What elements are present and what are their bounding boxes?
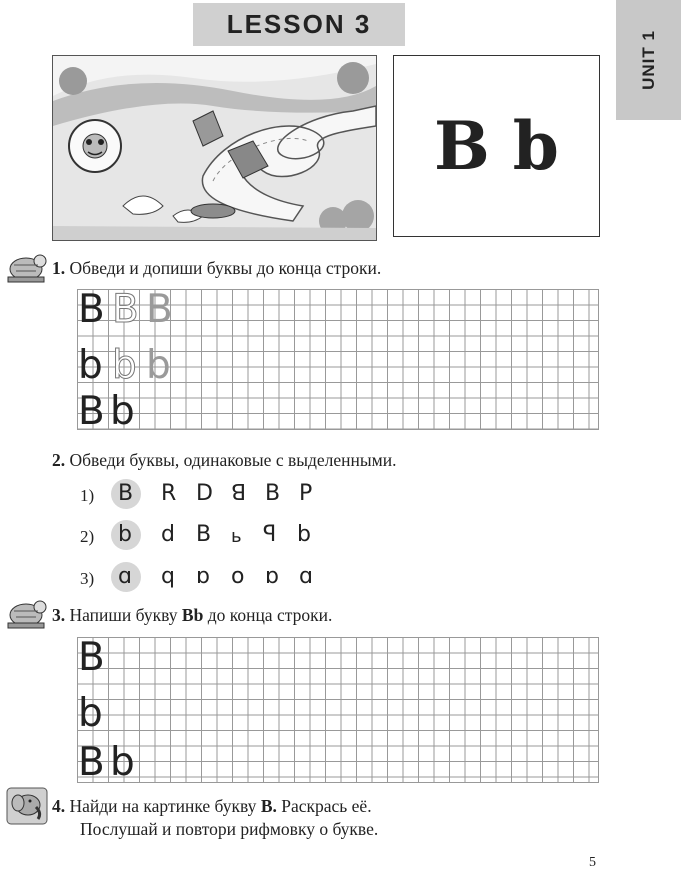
option-3-letter-2[interactable]: q xyxy=(161,564,175,589)
option-2-label: 2) xyxy=(80,527,95,546)
task-1-text: 1. Обведи и допиши буквы до конца строки. xyxy=(52,258,382,278)
option-1-label: 1) xyxy=(80,486,95,505)
elephant-icon xyxy=(6,787,48,825)
option-2-letter-4[interactable]: ь xyxy=(231,526,242,547)
option-1-letter-6[interactable]: P xyxy=(299,481,313,506)
writing-grid-2[interactable] xyxy=(77,637,599,783)
grid1-row2-letter-3: b xyxy=(146,343,171,388)
option-3-letter-3[interactable]: ɒ xyxy=(196,564,210,589)
option-1-letter-3[interactable]: D xyxy=(196,481,213,506)
option-3-letter-4[interactable]: o xyxy=(231,564,245,589)
task-2-text: 2. Обведи буквы, одинаковые с выделенными. xyxy=(52,450,397,470)
lesson-title: LESSON 3 xyxy=(193,3,405,46)
grid2-row3-letter-1: B xyxy=(78,740,105,785)
option-1-letter-1[interactable]: B xyxy=(118,481,134,506)
grid1-row2-letter-1: b xyxy=(78,343,103,388)
option-2-letter-3[interactable]: B xyxy=(196,522,212,547)
option-2-letter-5[interactable]: ꟼ xyxy=(263,522,277,547)
option-3-letter-5[interactable]: ɒ xyxy=(265,564,279,589)
turtle-icon xyxy=(6,251,48,285)
grid2-row2-letter: b xyxy=(78,691,103,736)
grid1-row3-letter-1: B xyxy=(78,389,105,434)
option-2-letter-2[interactable]: d xyxy=(161,522,175,547)
option-3-letter-6[interactable]: ɑ xyxy=(299,564,313,589)
option-1-letter-2[interactable]: R xyxy=(161,481,177,506)
illustration xyxy=(52,55,377,241)
page-number: 5 xyxy=(589,855,596,870)
option-1-letter-5[interactable]: B xyxy=(265,481,281,506)
grid2-row1-letter: B xyxy=(78,635,105,680)
letter-card: B b xyxy=(393,55,600,237)
grid1-row1-trace[interactable]: B xyxy=(112,287,139,332)
task-4-line-2: Послушай и повтори рифмовку о букве. xyxy=(80,819,379,839)
unit-tab: UNIT 1 xyxy=(616,0,681,120)
turtle-icon xyxy=(6,597,48,631)
grid1-row2-trace[interactable]: b xyxy=(112,343,137,388)
option-3-letter-1[interactable]: ɑ xyxy=(118,564,132,589)
grid2-row3-letter-2: b xyxy=(110,740,135,785)
option-2-letter-6[interactable]: b xyxy=(297,522,311,547)
option-1-letter-4[interactable]: ꓭ xyxy=(231,481,247,506)
grid1-row3-letter-2: b xyxy=(110,389,135,434)
task-3-text: 3. Напиши букву Bb до конца строки. xyxy=(52,605,333,625)
grid1-row1-letter-1: B xyxy=(78,287,105,332)
grid1-row1-letter-3: B xyxy=(146,287,173,332)
task-4-line-1: 4. Найди на картинке букву B. Раскрась её. xyxy=(52,796,372,816)
option-2-letter-1[interactable]: b xyxy=(118,522,132,547)
option-3-label: 3) xyxy=(80,569,95,588)
